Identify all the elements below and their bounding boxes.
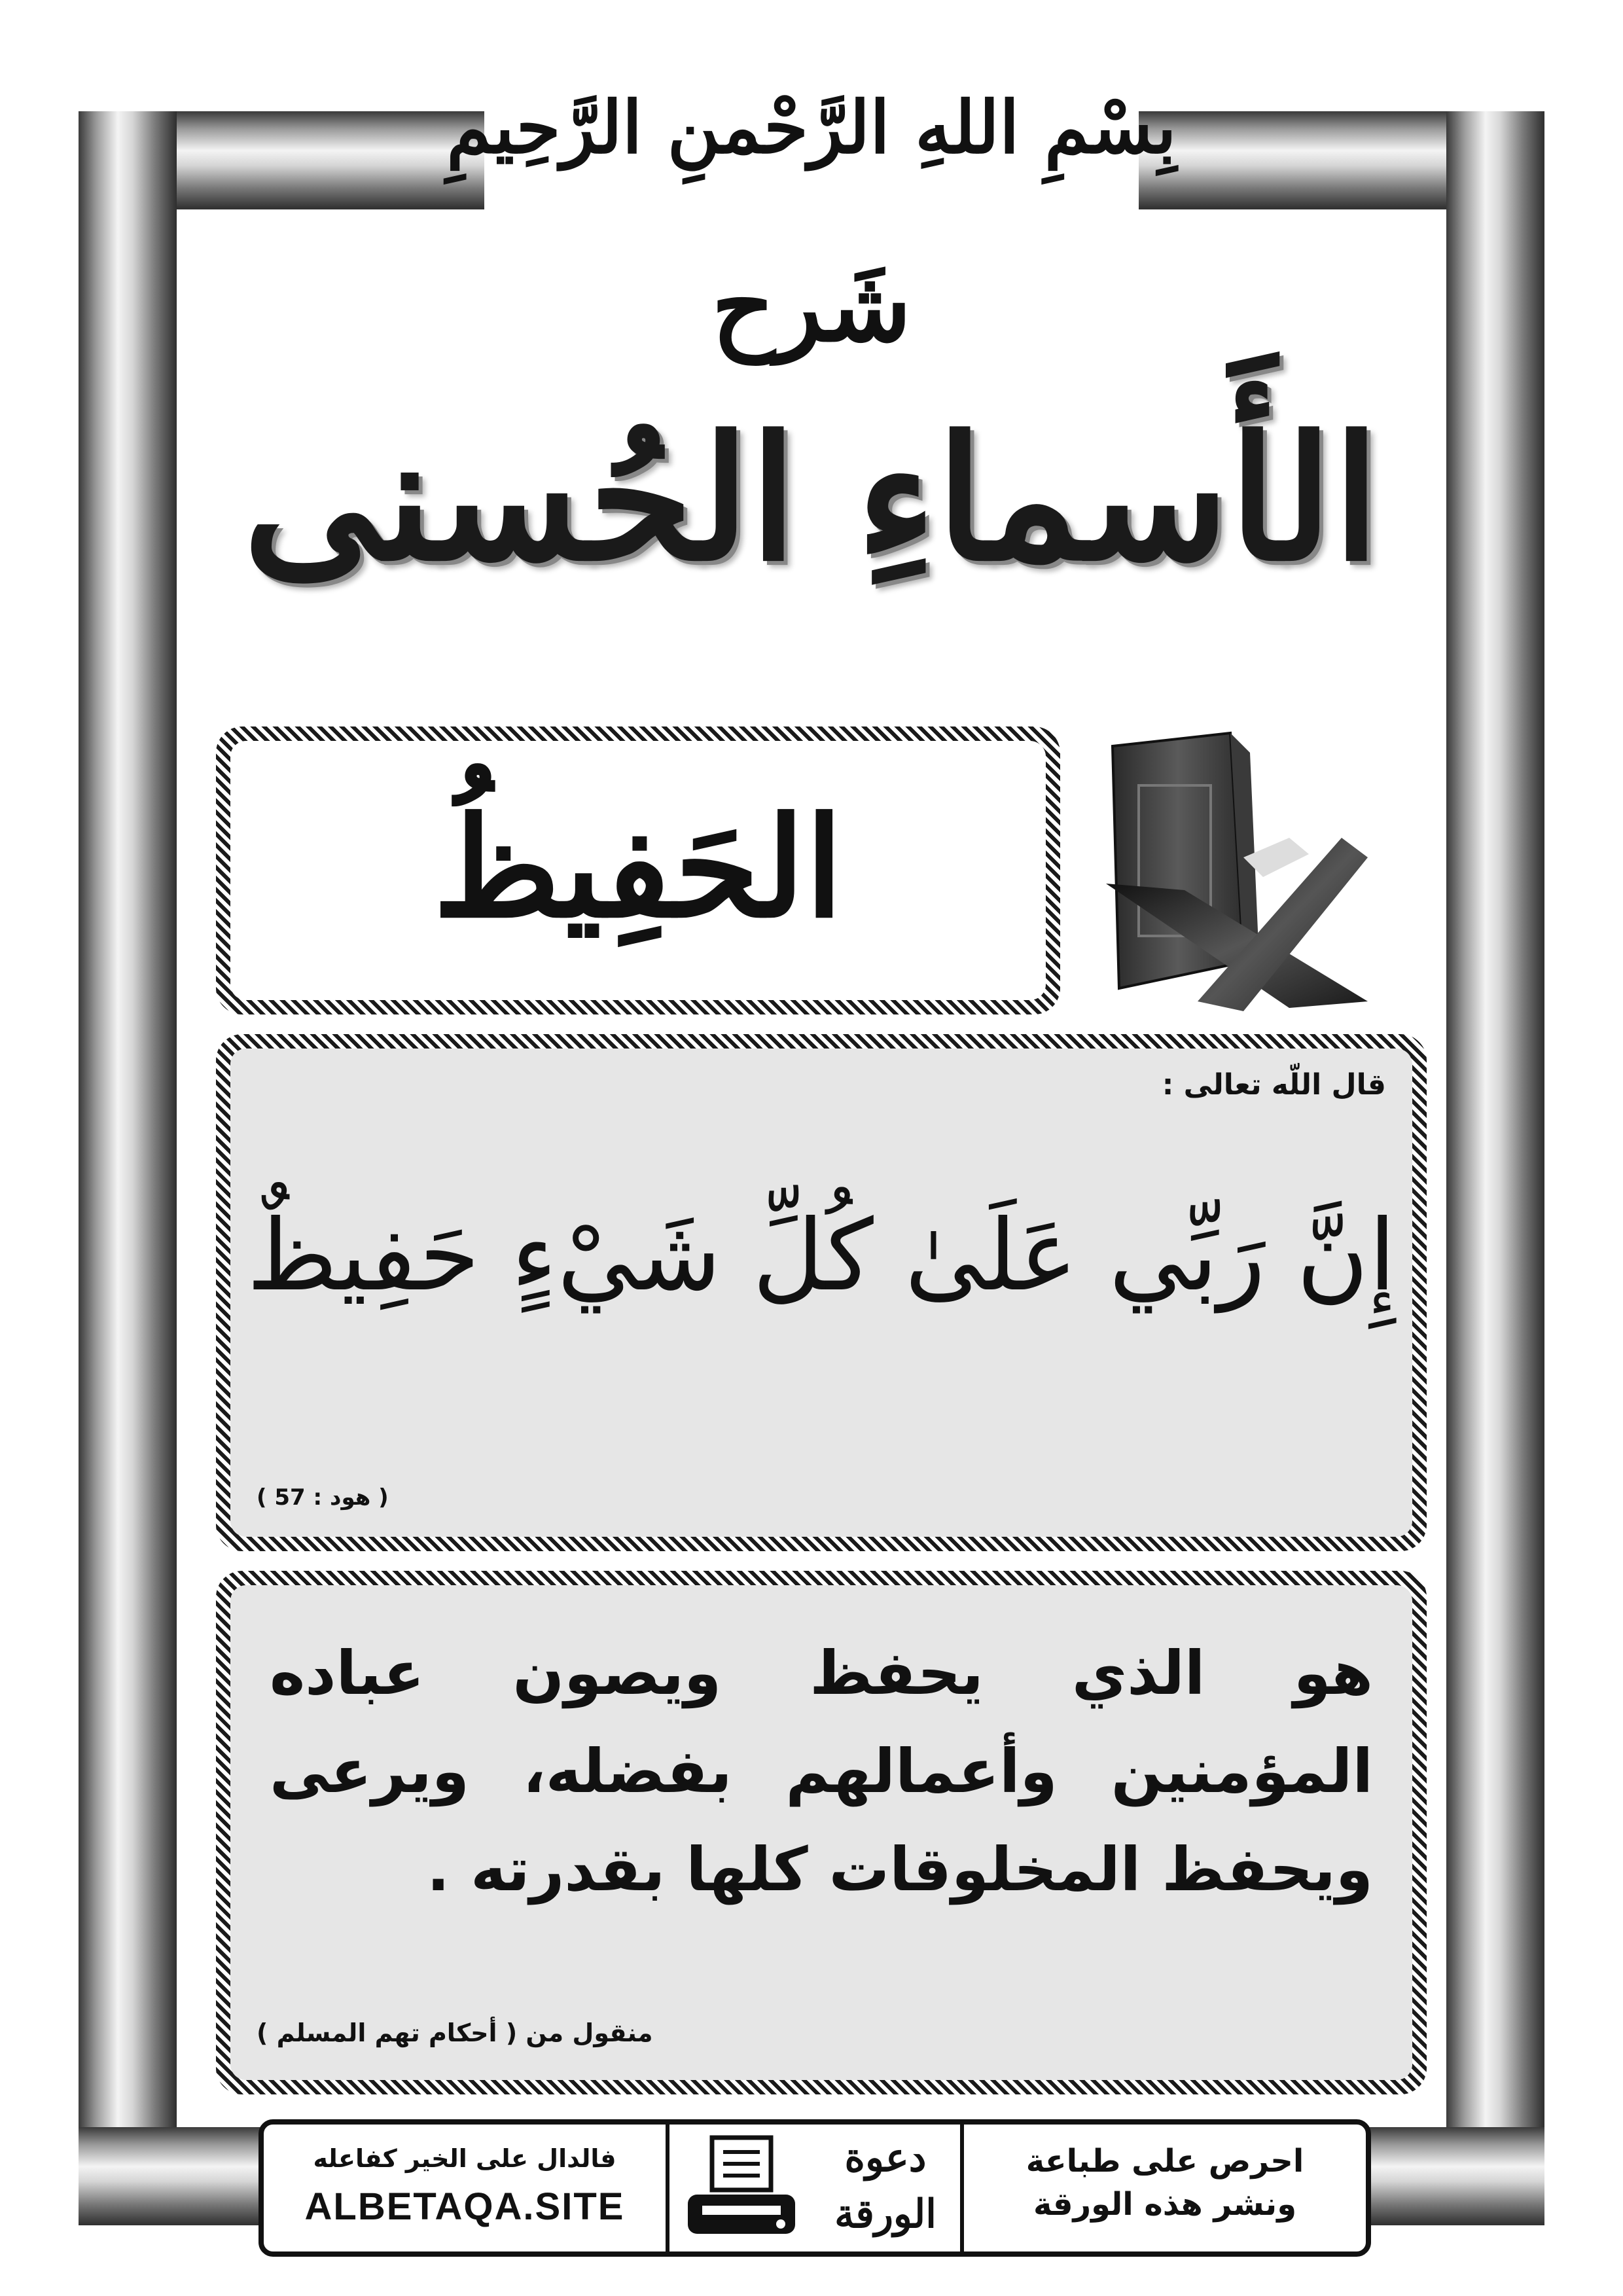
quran-verse: إِنَّ رَبِّي عَلَىٰ كُلِّ شَيْءٍ حَفِيظٌ — [246, 1199, 1397, 1313]
website-link[interactable]: ALBETAQA.SITE — [304, 2185, 625, 2228]
footer-appeal-line1: احرص على طباعة — [1026, 2143, 1304, 2179]
verse-card-inner — [230, 1049, 1412, 1537]
source-citation: منقول من ( أحكام تهم المسلم ) — [257, 2018, 653, 2047]
footer-website-panel — [264, 2125, 669, 2251]
bismillah: بِسْمِ اللهِ الرَّحْمنِ الرَّحِيمِ — [446, 85, 1177, 170]
footer-appeal-panel — [960, 2125, 1366, 2251]
description-card — [216, 1571, 1427, 2094]
name-card — [216, 726, 1060, 1014]
dawa-waraqa-logo — [820, 2130, 951, 2254]
verse-intro: قال اللّه تعالى : — [1162, 1068, 1386, 1102]
footer-saying: فالدال على الخير كفاعله — [313, 2144, 616, 2173]
printer-icon — [683, 2132, 800, 2250]
verse-reference: ( هود : 57 ) — [257, 1484, 389, 1511]
series-title-line2: الأَسماءِ الحُسنى — [243, 399, 1380, 599]
description-card-inner — [230, 1585, 1412, 2080]
series-title-line1: شَرح — [711, 249, 912, 364]
logo-text-top: دعوة — [844, 2135, 927, 2181]
quran-on-stand-icon — [1093, 726, 1394, 1014]
logo-text-bottom: الورقة — [834, 2191, 936, 2237]
footer-appeal-line2: ونشر هذه الورقة — [1033, 2186, 1297, 2223]
verse-card — [216, 1034, 1427, 1551]
divine-name: الحَفِيظُ — [433, 787, 844, 948]
name-explanation: هو الذي يحفظ ويصون عباده المؤمنين وأعمالهم بفضله، ويرعى ويحفظ المخلوقات كلها بقدرته . — [270, 1638, 1373, 1905]
footer-banner — [259, 2119, 1371, 2257]
name-card-inner — [230, 741, 1046, 1000]
